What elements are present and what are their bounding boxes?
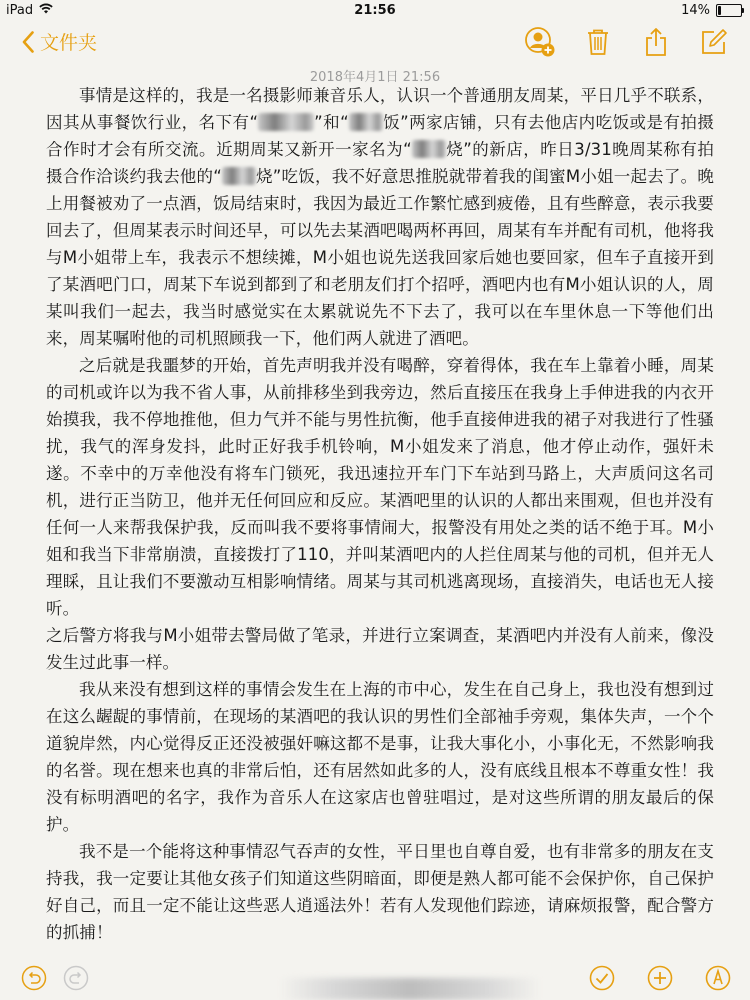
redo-icon <box>63 965 89 991</box>
paragraph-1-text-e: 烧”吃饭，我不好意思推脱就带着我的闺蜜M小姐一起去了。晚上用餐被劝了一点酒，饭局结束时，我因为最近工作繁忙感到疲倦，且有些醉意，表示我要回去了，但周某表示时间还早，可以先去某酒吧喝两杯再回，周某有车并配有司机，他将我与M小姐带上车，我表示不想续摊，M小姐也说先送我回家后她也要回家，但车子直接开到了某酒吧门口，周某下车说到都到了和老朋友们打个招呼，酒吧内也有M小姐认识的人，周某叫我们一起去，我当时感觉实在太累就说先不下去了，我可以在车里休息一下等他们出来，周某嘱咐他的司机照顾我一下，他们两人就进了酒吧。 <box>46 167 715 348</box>
markup-icon <box>705 965 731 991</box>
battery-icon <box>716 4 742 17</box>
battery-level <box>718 6 721 15</box>
navigation-bar <box>0 20 750 64</box>
share-icon <box>645 27 667 57</box>
paragraph-1-text-b: ”和“ <box>314 113 349 132</box>
undo-button[interactable] <box>20 964 48 992</box>
add-person-icon <box>524 26 556 58</box>
compose-icon <box>700 28 728 56</box>
add-icon <box>647 965 673 991</box>
redacted-blur <box>280 978 540 1000</box>
status-time: 21:56 <box>354 3 396 18</box>
paragraph-1-text-d: 烧”的新店，昨日3/31晚周某称有拍摄合作洽谈约我去他的“ <box>46 140 714 186</box>
redacted-blur <box>258 113 314 131</box>
toolbar-right <box>588 964 732 992</box>
status-right <box>681 3 742 18</box>
delete-button[interactable] <box>582 26 614 58</box>
trash-icon <box>586 28 610 56</box>
redacted-blur <box>412 140 446 158</box>
compose-button[interactable] <box>698 26 730 58</box>
paragraph-1-text-c: 饭”两家店铺，只有去他店内吃饭或是有拍摄合作时才会有所交流。近期周某又新开一家名为“ <box>46 113 715 159</box>
markup-button[interactable] <box>704 964 732 992</box>
battery-percent: 14% <box>681 3 710 18</box>
paragraph-5: 我不是一个能将这种事情忍气吞声的女性，平日里也自尊自爱，也有非常多的朋友在支持我，我一定要让其他女孩子们知道这些阴暗面，即便是熟人都可能不会保护你，自己保护好自己，而且一定不能让这些恶人逍遥法外！若有人发现他们踪迹，请麻烦报警，配合警方的抓捕！ <box>46 842 714 942</box>
paragraph-1 <box>46 82 714 352</box>
redacted-blur <box>349 113 383 131</box>
paragraph-2: 之后就是我噩梦的开始，首先声明我并没有喝醉，穿着得体，我在车上靠着小睡，周某的司机或许以为我不省人事，从前排移坐到我旁边，然后直接压在我身上手伸进我的内衣开始摸我，我不停地推他，但力气并不能与男性抗衡，他手直接伸进我的裙子对我进行了性骚扰，我气的浑身发抖，此时正好我手机铃响，M小姐发来了消息，他才停止动作，强奸未遂。不幸中的万幸他没有将车门锁死，我迅速拉开车门下车站到马路上，大声质问这名司机，进行正当防卫，他并无任何回应和反应。某酒吧里的认识的人都出来围观，但也并没有任何一人来帮我保护我，反而叫我不要将事情闹大，报警没有用处之类的话不绝于耳。M小姐和我当下非常崩溃，直接拨打了110，并叫某酒吧内的人拦住周某与他的司机，但并无人理睬，且让我们不要激动互相影响情绪。周某与其司机逃离现场，直接消失，电话也无人接听。 <box>46 356 714 618</box>
add-button[interactable] <box>646 964 674 992</box>
bottom-toolbar <box>0 956 750 1000</box>
device-name: iPad <box>6 3 34 18</box>
checklist-button[interactable] <box>588 964 616 992</box>
back-button[interactable] <box>22 28 97 55</box>
note-date: 2018年4月1日 21:56 <box>309 70 441 85</box>
toolbar-left <box>20 964 90 992</box>
undo-icon <box>21 965 47 991</box>
chevron-left-icon <box>22 31 34 53</box>
note-body[interactable] <box>46 82 714 946</box>
nav-actions <box>524 26 730 58</box>
redo-button[interactable] <box>62 964 90 992</box>
paragraph-4: 我从来没有想到这样的事情会发生在上海的市中心，发生在自己身上，我也没有想到过在这么龌龊的事情前，在现场的某酒吧的我认识的男性们全部袖手旁观，集体失声，一个个道貌岸然，内心觉得反正还没被强奸嘛这都不是事，让我大事化小，小事化无，不然影响我的名誉。现在想来也真的非常后怕，还有居然如此多的人，没有底线且根本不尊重女性！我没有标明酒吧的名字，我作为音乐人在这家店也曾驻唱过，是对这些所谓的朋友最后的保护。 <box>46 680 714 834</box>
share-button[interactable] <box>640 26 672 58</box>
status-bar <box>0 0 750 20</box>
paragraph-3: 之后警方将我与M小姐带去警局做了笔录，并进行立案调查，某酒吧内并没有人前来，像没发生过此事一样。 <box>46 626 714 672</box>
back-label: 文件夹 <box>40 32 98 54</box>
redacted-blur <box>222 167 256 185</box>
paragraph-1-text-a: 事情是这样的，我是一名摄影师兼音乐人，认识一个普通朋友周某，平日几乎不联系，因其从事餐饮行业，名下有“ <box>46 86 714 132</box>
checklist-icon <box>589 965 615 991</box>
add-person-button[interactable] <box>524 26 556 58</box>
